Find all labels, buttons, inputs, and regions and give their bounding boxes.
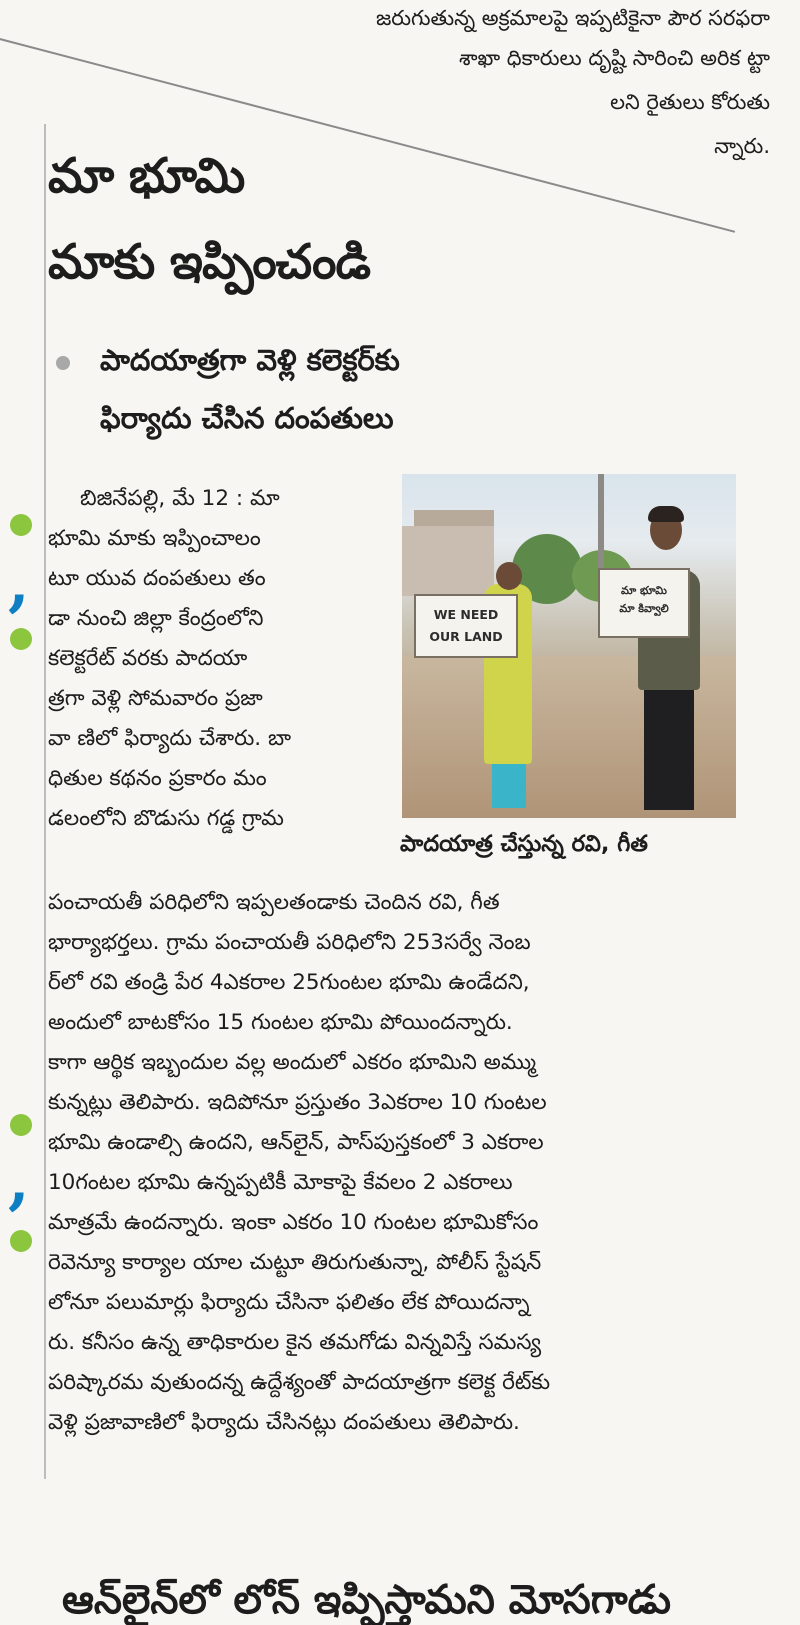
protest-sign-right: [598, 568, 690, 638]
prev-article-line: లని రైతులు కోరుతు: [610, 90, 770, 114]
photo-building: [402, 526, 494, 596]
body-line: వా ణిలో ఫిర్యాదు చేశారు. బా: [48, 726, 292, 751]
body-line: మాత్రమే ఉందన్నారు. ఇంకా ఎకరం 10 గుంటల భూమికోసం: [48, 1210, 539, 1235]
body-line: ర్‌లో రవి తండ్రి పేర 4ఎకరాల 25గుంటల భూమి ఉండేదని,: [48, 970, 530, 995]
body-line: రు. కనీసం ఉన్న తాధికారుల కైన తమగోడు విన్నవిస్తే సమస్య: [48, 1330, 542, 1355]
body-line: కున్నట్లు తెలిపారు. ఇదిపోనూ ప్రస్తుతం 3ఎకరాల 10 గుంటల: [48, 1090, 547, 1115]
body-line: పరిష్కారమ వుతుందన్న ఉద్దేశ్యంతో పాదయాత్రగా కలెక్ట రేట్‌కు: [48, 1370, 551, 1395]
prev-article-line: శాఖా ధికారులు దృష్టి సారించి అరిక ట్టా: [458, 46, 770, 70]
body-line: డలంలోని బొడుసు గడ్డ గ్రామ: [48, 806, 284, 831]
headline-line-2: మాకు ఇప్పించండి: [48, 234, 370, 290]
body-line: రెవెన్యూ కార్యాల యాల చుట్టూ తిరుగుతున్నా, పోలీస్ స్టేషన్: [48, 1250, 542, 1275]
body-line: డా నుంచి జిల్లా కేంద్రంలోని: [48, 606, 264, 631]
green-dot-icon: [10, 1114, 32, 1136]
subheadline-line-1: పాదయాత్రగా వెళ్లి కలెక్టర్‌కు: [100, 343, 400, 377]
body-line: భూమి ఉండాల్సి ఉందని, ఆన్‌లైన్, పాస్‌పుస్తకంలో 3 ఎకరాల: [48, 1130, 544, 1155]
green-dot-icon: [10, 514, 32, 536]
green-dot-icon: [10, 628, 32, 650]
news-photo: [402, 474, 736, 818]
body-line: వెళ్లి ప్రజావాణిలో ఫిర్యాదు చేసినట్లు దంపతులు తెలిపారు.: [48, 1410, 520, 1435]
subheadline-line-2: ఫిర్యాదు చేసిన దంపతులు: [100, 401, 394, 435]
body-line: భార్యాభర్తలు. గ్రామ పంచాయతీ పరిధిలోని 253సర్వే నెంబ: [48, 930, 531, 955]
protest-sign-left: [414, 594, 518, 658]
photo-person: [648, 506, 684, 522]
sign-text: WE NEED: [433, 607, 499, 622]
prev-article-line: జరుగుతున్న అక్రమాలపై ఇప్పటికైనా పౌర సరఫరా: [375, 6, 770, 30]
body-line: కాగా ఆర్థిక ఇబ్బందుల వల్ల అందులో ఎకరం భూమిని అమ్ము: [48, 1050, 537, 1075]
sign-text: మా కివ్వాలి: [619, 602, 669, 615]
body-line: కలెక్టరేట్ వరకు పాదయా: [48, 646, 248, 671]
body-line: టూ యువ దంపతులు తం: [48, 566, 266, 591]
body-line: 10గంటల భూమి ఉన్నప్పటికీ మోకాపై కేవలం 2 ఎకరాలు: [48, 1170, 513, 1195]
photo-caption: పాదయాత్ర చేస్తున్న రవి, గీత: [400, 831, 648, 857]
next-article-headline: ఆన్‌లైన్‌లో లోన్ ఇప్పిస్తామని మోసగాడు: [62, 1577, 672, 1623]
body-line: భూమి మాకు ఇప్పించాలం: [48, 526, 261, 551]
body-line: లోనూ పలుమార్లు ఫిర్యాదు చేసినా ఫలితం లేక పోయిదన్నా: [48, 1290, 530, 1315]
sign-text: OUR LAND: [429, 629, 503, 644]
body-line: త్రగా వెళ్లి సోమవారం ప్రజా: [48, 686, 263, 711]
sign-text: మా భూమి: [621, 584, 667, 597]
bullet-icon: [56, 356, 70, 370]
quote-mark-icon: ,: [8, 546, 30, 619]
green-dot-icon: [10, 1230, 32, 1252]
headline-line-1: మా భూమి: [48, 148, 245, 204]
quote-mark-icon: ,: [8, 1144, 30, 1217]
body-line: బిజినేపల్లి, మే 12 : మా: [80, 486, 280, 511]
photo-person: [644, 684, 694, 810]
body-line: అందులో బాటకోసం 15 గుంటల భూమి పోయిందన్నారు.: [48, 1010, 513, 1035]
column-rule: [44, 124, 46, 1479]
prev-article-line: న్నారు.: [714, 134, 770, 158]
body-line: పంచాయతీ పరిధిలోని ఇప్పలతండాకు చెందిన రవి, గీత: [48, 890, 500, 915]
photo-person: [496, 562, 522, 590]
body-line: ధితుల కథనం ప్రకారం మం: [48, 766, 267, 791]
